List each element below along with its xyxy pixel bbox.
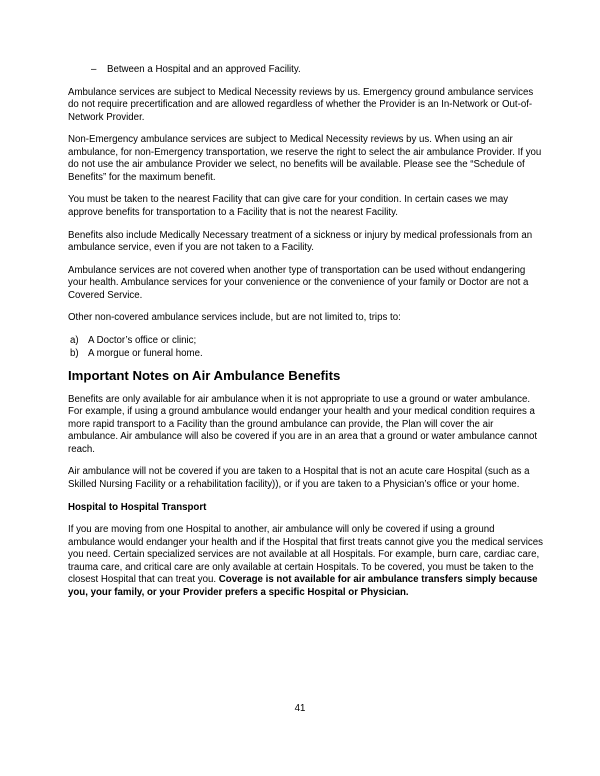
lettered-list-item-b	[70, 348, 544, 360]
paragraph-benefits-include: Benefits also include Medically Necessary treatment of a sickness or injury by medical professionals from an ambulance service, even if you are not taken to a Facility.	[68, 229, 533, 254]
dash-bullet-text: Between a Hospital and an approved Facility.	[107, 64, 301, 75]
paragraph-other-non-covered: Other non-covered ambulance services include, but are not limited to, trips to:	[68, 312, 401, 324]
paragraph-non-emergency: Non-Emergency ambulance services are subject to Medical Necessity reviews by us. When using an air ambulance, for non-Emergency transportation, we reserve the right to select the air ambulance Provider. If you do not use the air ambulance Provider we select, no benefits will be available. Please see the “Schedule of Benefits” for the maximum benefit.	[68, 134, 542, 183]
section-heading: Important Notes on Air Ambulance Benefits	[68, 368, 341, 384]
final-paragraph-bold-text: Coverage is not available for air ambulance transfers simply because you, your family, or your Provider prefers a specific Hospital or Physician.	[68, 574, 538, 598]
lettered-list	[70, 335, 544, 360]
lettered-list-item-a	[70, 335, 544, 347]
list-marker-a: a)	[70, 335, 79, 347]
paragraph-nearest-facility: You must be taken to the nearest Facility that can give care for your condition. In certain cases we may approve benefits for transportation to a Facility that is not the nearest Facility.	[68, 194, 509, 218]
paragraph-ambulance-reviews: Ambulance services are subject to Medical Necessity reviews by us. Emergency ground ambulance services do not require precertification and are allowed regardless of whether the Provider is an In-Network or Out-of-Network Provider.	[68, 86, 534, 123]
final-paragraph-normal-text: If you are moving from one Hospital to another, air ambulance will only be covered if using a ground ambulance would endanger your health and if the Hospital that first treats cannot give you the medical services you need. Certain specialized services are not available at all Hospitals. For example, burn care, cardiac care, trauma care, and critical care are only available at certain Hospitals. To be covered, you must be taken to the closest Hospital that can treat you.	[68, 524, 543, 586]
paragraph-air-ambulance-exclusions: Air ambulance will not be covered if you are taken to a Hospital that is not an acute care Hospital (such as a Skilled Nursing Facility or a rehabilitation facility)), or if you are taken to a Physician’s office or your home.	[68, 466, 530, 490]
dash-bullet-item	[68, 64, 544, 76]
paragraph-air-ambulance-availability: Benefits are only available for air ambulance when it is not appropriate to use a ground or water ambulance. For example, if using a ground ambulance would endanger your health and your medical condition requires a more rapid transport to a Facility than the ground ambulance can provide, the Plan will cover the air ambulance. Air ambulance will also be covered if you are in an area that a ground or water ambulance cannot reach.	[68, 394, 538, 455]
paragraph-not-covered: Ambulance services are not covered when another type of transportation can be used without endangering your health. Ambulance services for your convenience or the convenience of your family or Doctor are not a Covered Service.	[68, 264, 529, 301]
page-content	[68, 64, 544, 609]
list-text-a: A Doctor’s office or clinic;	[88, 335, 197, 347]
final-paragraph	[68, 524, 544, 598]
list-marker-b: b)	[70, 347, 79, 359]
sub-heading-hospital-transport: Hospital to Hospital Transport	[68, 501, 207, 513]
list-text-b: A morgue or funeral home.	[88, 347, 203, 359]
page-number: 41	[294, 703, 306, 714]
dash-marker: –	[91, 64, 97, 75]
